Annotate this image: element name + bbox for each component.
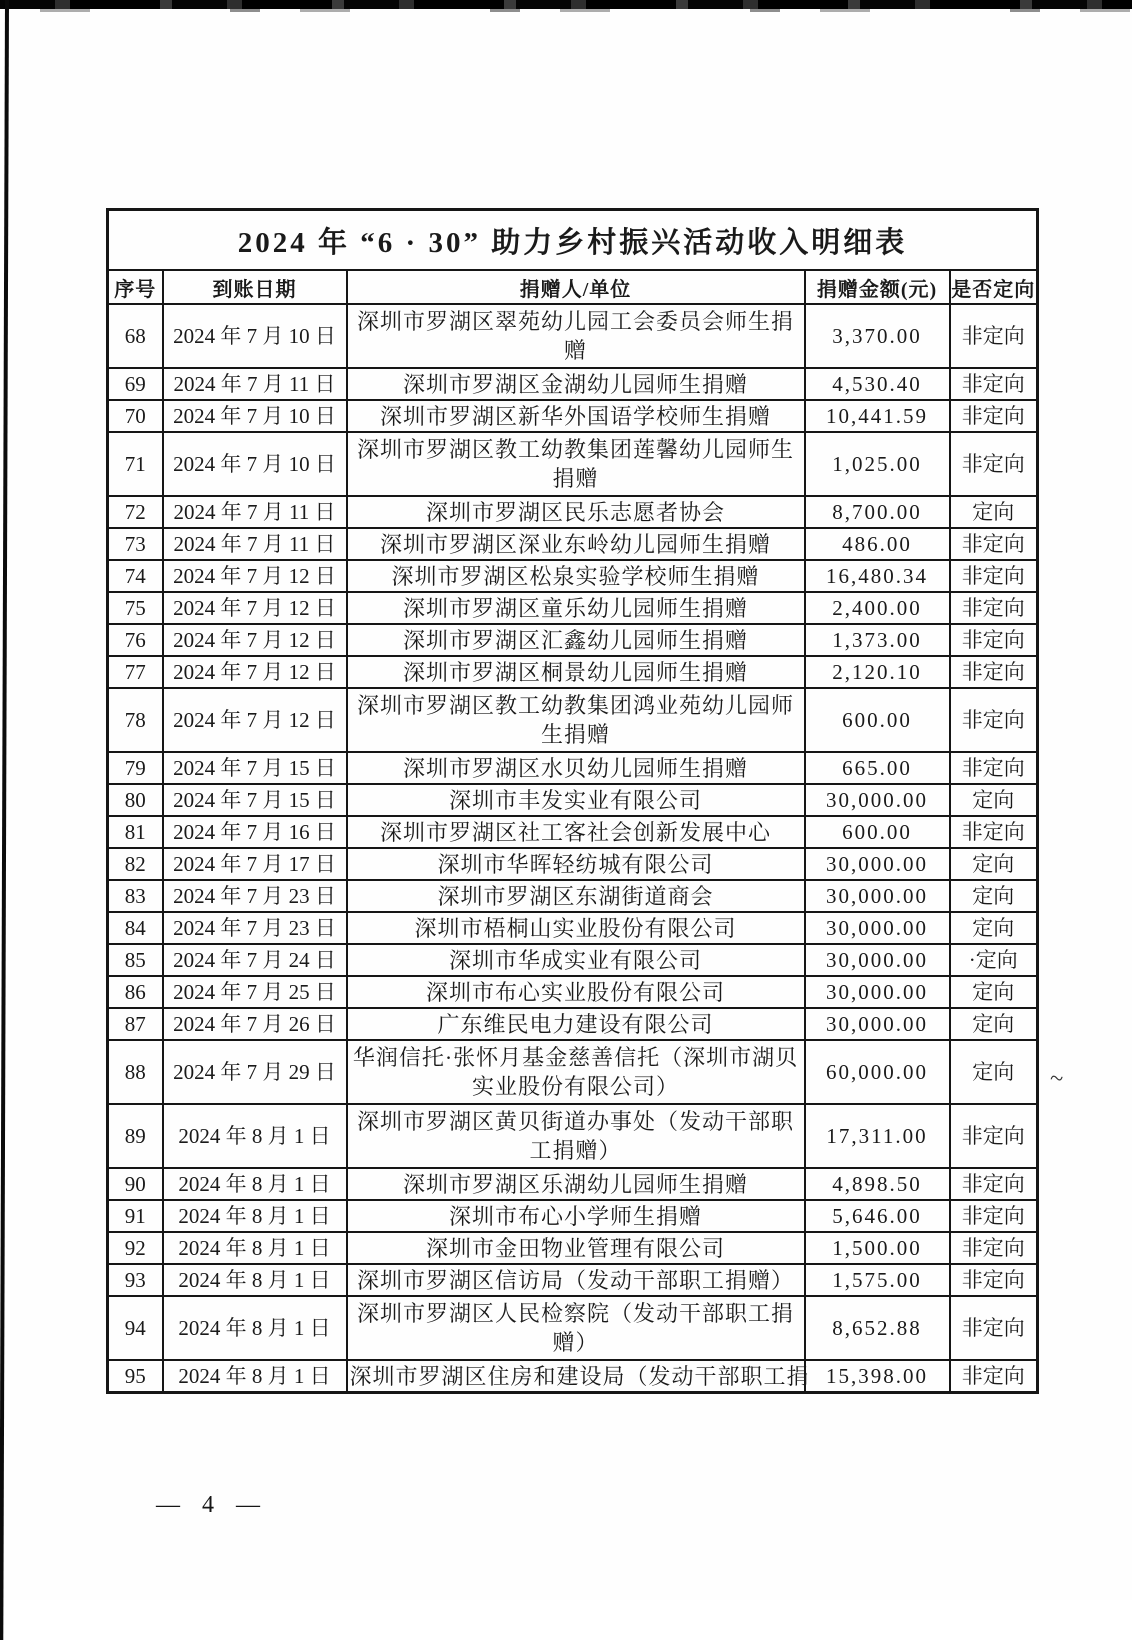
table-row: [108, 432, 1038, 496]
table-row: [108, 1296, 1038, 1360]
cell-serial-number: 76: [108, 624, 163, 656]
cell-arrival-date: 2024 年 8 月 1 日: [163, 1168, 347, 1200]
cell-directed-status: 定向: [950, 976, 1038, 1008]
cell-serial-number: 69: [108, 368, 163, 400]
cell-directed-status: 定向: [950, 1040, 1038, 1104]
cell-donation-amount: 30,000.00: [805, 976, 950, 1008]
cell-donation-amount: 600.00: [805, 688, 950, 752]
cell-arrival-date: 2024 年 8 月 1 日: [163, 1232, 347, 1264]
cell-donor-name: 深圳市罗湖区童乐幼儿园师生捐赠: [347, 592, 805, 624]
table-header-row: [108, 270, 1038, 304]
cell-directed-status: 定向: [950, 784, 1038, 816]
cell-donation-amount: 30,000.00: [805, 944, 950, 976]
cell-donor-name: 华润信托·张怀月基金慈善信托（深圳市湖贝实业股份有限公司）: [347, 1040, 805, 1104]
cell-donation-amount: 8,652.88: [805, 1296, 950, 1360]
cell-donation-amount: 30,000.00: [805, 848, 950, 880]
table-row: [108, 1264, 1038, 1296]
cell-serial-number: 91: [108, 1200, 163, 1232]
table-row: [108, 496, 1038, 528]
table-row: [108, 880, 1038, 912]
scan-artifact-top-edge: [0, 0, 1132, 9]
cell-serial-number: 94: [108, 1296, 163, 1360]
table-row: [108, 784, 1038, 816]
cell-arrival-date: 2024 年 7 月 12 日: [163, 560, 347, 592]
cell-serial-number: 90: [108, 1168, 163, 1200]
cell-donor-name: 深圳市罗湖区民乐志愿者协会: [347, 496, 805, 528]
cell-arrival-date: 2024 年 7 月 11 日: [163, 496, 347, 528]
cell-donor-name: 深圳市罗湖区汇鑫幼儿园师生捐赠: [347, 624, 805, 656]
cell-donation-amount: 4,530.40: [805, 368, 950, 400]
cell-donor-name: 深圳市华成实业有限公司: [347, 944, 805, 976]
cell-arrival-date: 2024 年 7 月 24 日: [163, 944, 347, 976]
cell-donation-amount: 1,500.00: [805, 1232, 950, 1264]
cell-directed-status: 非定向: [950, 304, 1038, 368]
cell-directed-status: 非定向: [950, 1168, 1038, 1200]
cell-donation-amount: 600.00: [805, 816, 950, 848]
cell-arrival-date: 2024 年 7 月 11 日: [163, 368, 347, 400]
cell-donor-name: 深圳市罗湖区人民检察院（发动干部职工捐赠）: [347, 1296, 805, 1360]
column-header-donor: 捐赠人/单位: [347, 270, 805, 304]
cell-directed-status: 非定向: [950, 528, 1038, 560]
cell-arrival-date: 2024 年 7 月 15 日: [163, 752, 347, 784]
cell-donation-amount: 665.00: [805, 752, 950, 784]
cell-directed-status: 非定向: [950, 816, 1038, 848]
cell-donation-amount: 10,441.59: [805, 400, 950, 432]
cell-directed-status: 非定向: [950, 1360, 1038, 1393]
cell-donation-amount: 486.00: [805, 528, 950, 560]
cell-donation-amount: 1,373.00: [805, 624, 950, 656]
column-header-directed: 是否定向: [950, 270, 1038, 304]
table-row: [108, 848, 1038, 880]
cell-donor-name: 深圳市华晖轻纺城有限公司: [347, 848, 805, 880]
cell-serial-number: 71: [108, 432, 163, 496]
cell-arrival-date: 2024 年 8 月 1 日: [163, 1360, 347, 1393]
cell-directed-status: 非定向: [950, 368, 1038, 400]
table-title: 2024 年 “6 · 30” 助力乡村振兴活动收入明细表: [108, 210, 1038, 271]
cell-serial-number: 75: [108, 592, 163, 624]
cell-donation-amount: 15,398.00: [805, 1360, 950, 1393]
cell-directed-status: 非定向: [950, 1296, 1038, 1360]
cell-donor-name: 深圳市罗湖区松泉实验学校师生捐赠: [347, 560, 805, 592]
table-row: [108, 912, 1038, 944]
table-row: [108, 1008, 1038, 1040]
cell-directed-status: 非定向: [950, 1104, 1038, 1168]
cell-serial-number: 73: [108, 528, 163, 560]
cell-directed-status: 非定向: [950, 592, 1038, 624]
table-row: [108, 528, 1038, 560]
table-row: [108, 1200, 1038, 1232]
cell-donor-name: 深圳市罗湖区教工幼教集团鸿业苑幼儿园师生捐赠: [347, 688, 805, 752]
cell-serial-number: 87: [108, 1008, 163, 1040]
cell-arrival-date: 2024 年 7 月 11 日: [163, 528, 347, 560]
table-row: [108, 1232, 1038, 1264]
cell-donation-amount: 16,480.34: [805, 560, 950, 592]
cell-arrival-date: 2024 年 7 月 23 日: [163, 912, 347, 944]
table-row: [108, 944, 1038, 976]
cell-donor-name: 广东维民电力建设有限公司: [347, 1008, 805, 1040]
column-header-amount: 捐赠金额(元): [805, 270, 950, 304]
table-row: [108, 752, 1038, 784]
cell-donation-amount: 3,370.00: [805, 304, 950, 368]
cell-donor-name: 深圳市罗湖区东湖街道商会: [347, 880, 805, 912]
cell-directed-status: 定向: [950, 496, 1038, 528]
cell-serial-number: 68: [108, 304, 163, 368]
cell-directed-status: 非定向: [950, 656, 1038, 688]
cell-donation-amount: 30,000.00: [805, 784, 950, 816]
cell-donation-amount: 17,311.00: [805, 1104, 950, 1168]
cell-directed-status: 非定向: [950, 1264, 1038, 1296]
table-row: [108, 976, 1038, 1008]
cell-directed-status: 定向: [950, 912, 1038, 944]
cell-arrival-date: 2024 年 8 月 1 日: [163, 1200, 347, 1232]
cell-directed-status: 非定向: [950, 432, 1038, 496]
cell-donor-name: 深圳市罗湖区住房和建设局（发动干部职工捐: [347, 1360, 805, 1393]
cell-serial-number: 82: [108, 848, 163, 880]
scan-artifact-stray-mark: ~: [1048, 1065, 1065, 1093]
column-header-serial: 序号: [108, 270, 163, 304]
cell-directed-status: 非定向: [950, 560, 1038, 592]
cell-arrival-date: 2024 年 8 月 1 日: [163, 1296, 347, 1360]
cell-donor-name: 深圳市罗湖区乐湖幼儿园师生捐赠: [347, 1168, 805, 1200]
cell-donation-amount: 8,700.00: [805, 496, 950, 528]
table-title-row: [108, 210, 1038, 271]
table-row: [108, 688, 1038, 752]
cell-donor-name: 深圳市罗湖区黄贝街道办事处（发动干部职工捐赠）: [347, 1104, 805, 1168]
column-header-date: 到账日期: [163, 270, 347, 304]
cell-donor-name: 深圳市罗湖区水贝幼儿园师生捐赠: [347, 752, 805, 784]
cell-donor-name: 深圳市罗湖区社工客社会创新发展中心: [347, 816, 805, 848]
cell-arrival-date: 2024 年 7 月 15 日: [163, 784, 347, 816]
cell-directed-status: 非定向: [950, 624, 1038, 656]
cell-donor-name: 深圳市金田物业管理有限公司: [347, 1232, 805, 1264]
cell-serial-number: 77: [108, 656, 163, 688]
table-row: [108, 1168, 1038, 1200]
table-row: [108, 1040, 1038, 1104]
cell-serial-number: 80: [108, 784, 163, 816]
cell-donor-name: 深圳市罗湖区金湖幼儿园师生捐赠: [347, 368, 805, 400]
cell-donor-name: 深圳市罗湖区新华外国语学校师生捐赠: [347, 400, 805, 432]
cell-arrival-date: 2024 年 7 月 29 日: [163, 1040, 347, 1104]
cell-arrival-date: 2024 年 8 月 1 日: [163, 1104, 347, 1168]
table-row: [108, 368, 1038, 400]
donation-income-table: [106, 208, 1039, 1394]
table-row: [108, 400, 1038, 432]
cell-serial-number: 74: [108, 560, 163, 592]
cell-donation-amount: 30,000.00: [805, 880, 950, 912]
table-row: [108, 656, 1038, 688]
cell-directed-status: 非定向: [950, 1232, 1038, 1264]
table-row: [108, 1360, 1038, 1393]
cell-serial-number: 92: [108, 1232, 163, 1264]
cell-directed-status: 非定向: [950, 1200, 1038, 1232]
cell-donor-name: 深圳市丰发实业有限公司: [347, 784, 805, 816]
cell-donation-amount: 30,000.00: [805, 1008, 950, 1040]
cell-donor-name: 深圳市罗湖区桐景幼儿园师生捐赠: [347, 656, 805, 688]
cell-donation-amount: 2,120.10: [805, 656, 950, 688]
cell-directed-status: 定向: [950, 848, 1038, 880]
cell-donation-amount: 1,575.00: [805, 1264, 950, 1296]
cell-donation-amount: 5,646.00: [805, 1200, 950, 1232]
cell-serial-number: 84: [108, 912, 163, 944]
cell-directed-status: ·定向: [950, 944, 1038, 976]
scan-artifact-left-edge: [0, 0, 9, 1640]
cell-arrival-date: 2024 年 7 月 12 日: [163, 688, 347, 752]
cell-arrival-date: 2024 年 7 月 26 日: [163, 1008, 347, 1040]
page-number: — 4 —: [156, 1492, 268, 1518]
cell-arrival-date: 2024 年 7 月 25 日: [163, 976, 347, 1008]
table-row: [108, 624, 1038, 656]
cell-serial-number: 88: [108, 1040, 163, 1104]
cell-serial-number: 86: [108, 976, 163, 1008]
cell-serial-number: 70: [108, 400, 163, 432]
cell-arrival-date: 2024 年 7 月 23 日: [163, 880, 347, 912]
cell-serial-number: 72: [108, 496, 163, 528]
cell-arrival-date: 2024 年 7 月 12 日: [163, 592, 347, 624]
cell-donor-name: 深圳市罗湖区深业东岭幼儿园师生捐赠: [347, 528, 805, 560]
cell-donation-amount: 4,898.50: [805, 1168, 950, 1200]
cell-arrival-date: 2024 年 7 月 12 日: [163, 656, 347, 688]
cell-donor-name: 深圳市罗湖区信访局（发动干部职工捐赠）: [347, 1264, 805, 1296]
cell-serial-number: 89: [108, 1104, 163, 1168]
cell-arrival-date: 2024 年 7 月 10 日: [163, 432, 347, 496]
cell-donation-amount: 2,400.00: [805, 592, 950, 624]
table-row: [108, 1104, 1038, 1168]
cell-arrival-date: 2024 年 7 月 10 日: [163, 400, 347, 432]
cell-directed-status: 定向: [950, 1008, 1038, 1040]
table-row: [108, 592, 1038, 624]
cell-directed-status: 非定向: [950, 400, 1038, 432]
cell-donor-name: 深圳市布心小学师生捐赠: [347, 1200, 805, 1232]
table-row: [108, 304, 1038, 368]
cell-directed-status: 非定向: [950, 688, 1038, 752]
cell-directed-status: 定向: [950, 880, 1038, 912]
cell-arrival-date: 2024 年 7 月 10 日: [163, 304, 347, 368]
cell-donor-name: 深圳市罗湖区翠苑幼儿园工会委员会师生捐赠: [347, 304, 805, 368]
cell-donation-amount: 1,025.00: [805, 432, 950, 496]
table-row: [108, 816, 1038, 848]
cell-directed-status: 非定向: [950, 752, 1038, 784]
cell-donor-name: 深圳市梧桐山实业股份有限公司: [347, 912, 805, 944]
cell-serial-number: 93: [108, 1264, 163, 1296]
cell-donor-name: 深圳市罗湖区教工幼教集团莲馨幼儿园师生捐赠: [347, 432, 805, 496]
cell-arrival-date: 2024 年 7 月 12 日: [163, 624, 347, 656]
cell-arrival-date: 2024 年 7 月 17 日: [163, 848, 347, 880]
cell-serial-number: 95: [108, 1360, 163, 1393]
cell-donation-amount: 30,000.00: [805, 912, 950, 944]
cell-arrival-date: 2024 年 8 月 1 日: [163, 1264, 347, 1296]
cell-serial-number: 81: [108, 816, 163, 848]
cell-serial-number: 83: [108, 880, 163, 912]
cell-donation-amount: 60,000.00: [805, 1040, 950, 1104]
cell-serial-number: 79: [108, 752, 163, 784]
cell-donor-name: 深圳市布心实业股份有限公司: [347, 976, 805, 1008]
cell-serial-number: 85: [108, 944, 163, 976]
table-row: [108, 560, 1038, 592]
cell-serial-number: 78: [108, 688, 163, 752]
cell-arrival-date: 2024 年 7 月 16 日: [163, 816, 347, 848]
